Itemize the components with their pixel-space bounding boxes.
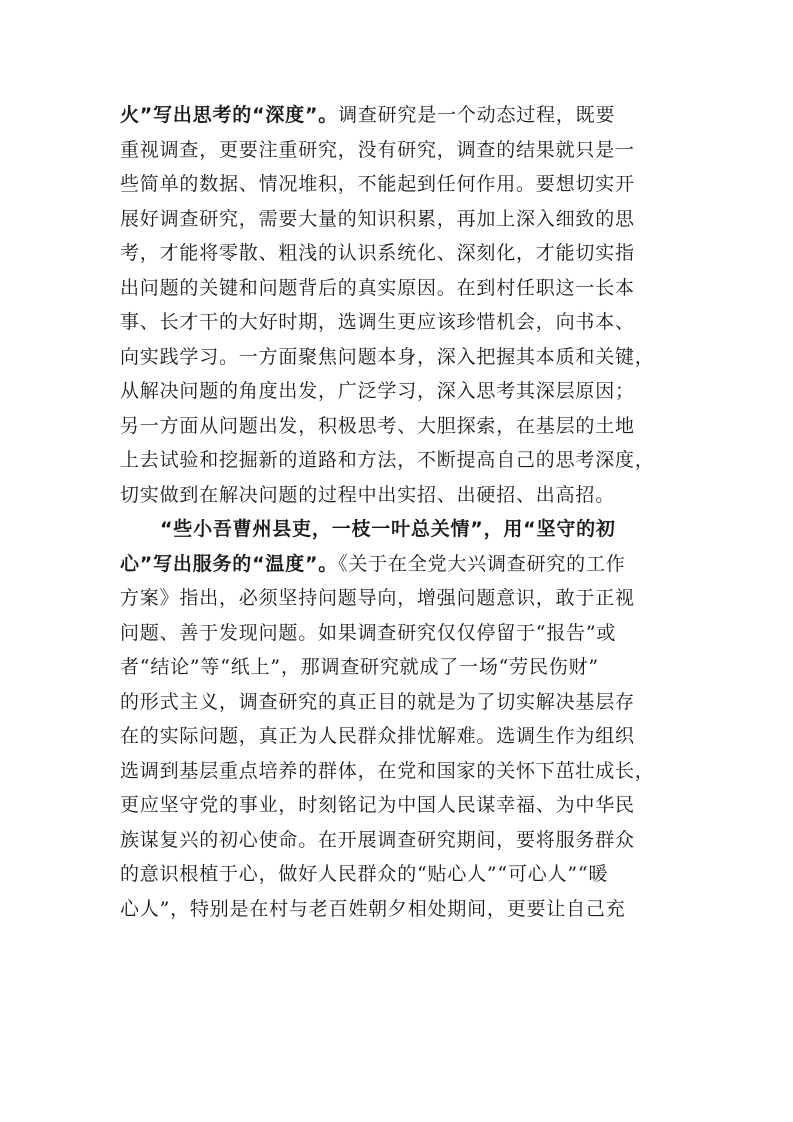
text-line: 方案》指出，必须坚持问题导向，增强问题意识，敢于正视	[120, 587, 635, 609]
text-line: 心人”，特别是在村与老百姓朝夕相处期间，更要让自己充	[120, 897, 626, 920]
paragraph-heading-tail: 心”写出服务的“温度”。	[120, 552, 339, 575]
text-line: 族谋复兴的初心使命。在开展调查研究期间，要将服务群众	[120, 828, 635, 851]
text-line: 向实践学习。一方面聚焦问题本身，深入把握其本质和关键，	[120, 345, 655, 368]
text-line: 者“结论”等“纸上”，那调查研究就成了一场“劳民伤财”	[120, 656, 599, 678]
text-line: 更应坚守党的事业，时刻铭记为中国人民谋幸福、为中华民	[120, 794, 635, 816]
text-line: 展好调查研究，需要大量的知识积累，再加上深入细致的思	[120, 207, 635, 230]
text-line: 选调到基层重点培养的群体，在党和国家的关怀下茁壮成长，	[120, 759, 655, 782]
paragraph-service-warmth	[120, 512, 680, 926]
text-line	[120, 547, 680, 582]
text-line: 重视调查，更要注重研究，没有研究，调查的结果就只是一	[120, 138, 635, 161]
text-line: 事、长才干的大好时期，选调生更应该珍惜机会，向书本、	[120, 311, 635, 333]
text-line: 考，才能将零散、粗浅的认识系统化、深刻化，才能切实指	[120, 242, 635, 264]
text-line: 出问题的关键和问题背后的真实原因。在到村任职这一长本	[120, 276, 635, 299]
text-line: 问题、善于发现问题。如果调查研究仅仅停留于“报告”或	[120, 621, 617, 644]
text-line: 的形式主义，调查研究的真正目的就是为了切实解决基层存	[120, 690, 635, 713]
text-line: 另一方面从问题出发，积极思考、大胆探索，在基层的土地	[120, 414, 635, 437]
paragraph-thinking-depth	[120, 98, 680, 512]
paragraph-heading-tail: 火”写出思考的“深度”。	[120, 104, 339, 126]
text-line	[120, 98, 680, 133]
text-line: 上去试验和挖掘新的道路和方法，不断提高自己的思考深度，	[120, 449, 655, 471]
text-line: 在的实际问题，真正为人民群众排忧解难。选调生作为组织	[120, 725, 635, 747]
paragraph-heading: “些小吾曹州县吏，一枝一叶总关情”，用“坚守的初	[160, 518, 616, 540]
text-line: 的意识根植于心，做好人民群众的“贴心人”“可心人”“暖	[120, 863, 609, 885]
text-line: 些简单的数据、情况堆积，不能起到任何作用。要想切实开	[120, 173, 635, 195]
document-page	[120, 98, 680, 926]
text-line: 从解决问题的角度出发，广泛学习，深入思考其深层原因；	[120, 380, 635, 402]
text-line: 切实做到在解决问题的过程中出实招、出硬招、出高招。	[120, 483, 616, 506]
text-line-content: 《关于在全党大兴调查研究的工作	[338, 552, 626, 575]
text-line-content: 调查研究是一个动态过程，既要	[338, 104, 616, 126]
